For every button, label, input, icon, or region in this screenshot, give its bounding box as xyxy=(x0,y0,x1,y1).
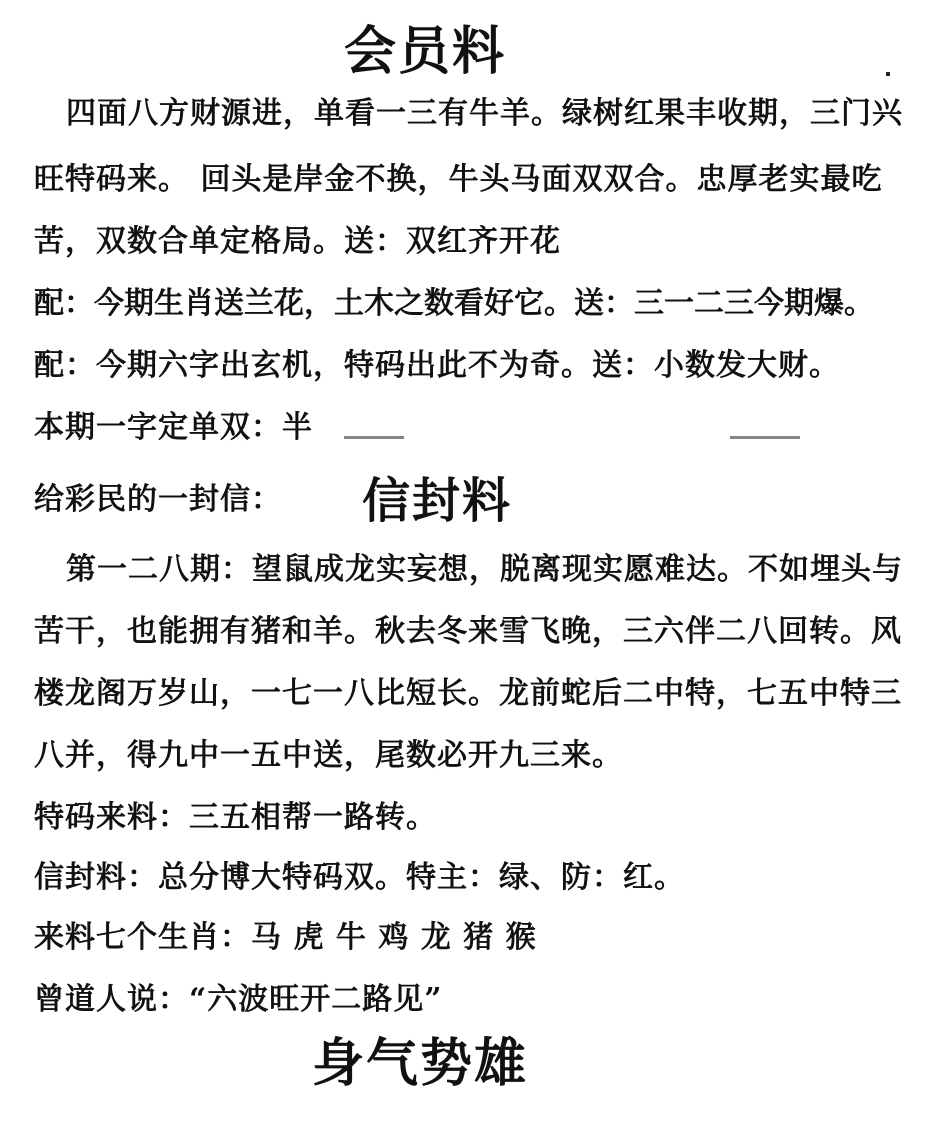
section2-line-5: 特码来料：三五相帮一路转。 xyxy=(34,800,437,835)
section2-line-7: 来料七个生肖：马 虎 牛 鸡 龙 猪 猴 xyxy=(34,920,537,955)
section1-line-4: 配：今期生肖送兰花，土木之数看好它。送：三一二三今期爆。 xyxy=(34,286,874,321)
section1-line-1: 四面八方财源进，单看一三有牛羊。绿树红果丰收期，三门兴 xyxy=(66,96,903,131)
section2-line-2: 苦干，也能拥有猪和羊。秋去冬来雪飞晚，三六伴二八回转。风 xyxy=(34,614,902,649)
scan-artifact-3 xyxy=(886,72,890,76)
section1-line-6: 本期一字定单双：半 xyxy=(34,410,313,445)
section1-title: 会员料 xyxy=(344,21,507,82)
section2-line-1: 第一二八期：望鼠成龙实妄想，脱离现实愿难达。不如埋头与 xyxy=(66,552,903,587)
section2-intro: 给彩民的一封信： xyxy=(34,482,282,517)
section2-line-4: 八并，得九中一五中送，尾数必开九三来。 xyxy=(34,738,623,773)
section2-line-6: 信封料：总分博大特码双。特主：绿、防：红。 xyxy=(34,860,685,895)
section1-line-3: 苦，双数合单定格局。送：双红齐开花 xyxy=(34,224,561,259)
section3-title: 身气势雄 xyxy=(312,1033,529,1094)
section1-line-5: 配：今期六字出玄机，特码出此不为奇。送：小数发大财。 xyxy=(34,348,840,383)
section1-line-2: 旺特码来。 回头是岸金不换，牛头马面双双合。忠厚老实最吃 xyxy=(34,162,883,197)
scan-artifact-1 xyxy=(344,436,404,439)
section2-line-8: 曾道人说：“六波旺开二路见” xyxy=(34,982,443,1017)
section2-title: 信封料 xyxy=(362,473,513,529)
section2-intro-row xyxy=(34,470,512,530)
section2-line-3: 楼龙阁万岁山，一七一八比短长。龙前蛇后二中特，七五中特三 xyxy=(34,676,902,711)
scan-artifact-2 xyxy=(730,436,800,439)
